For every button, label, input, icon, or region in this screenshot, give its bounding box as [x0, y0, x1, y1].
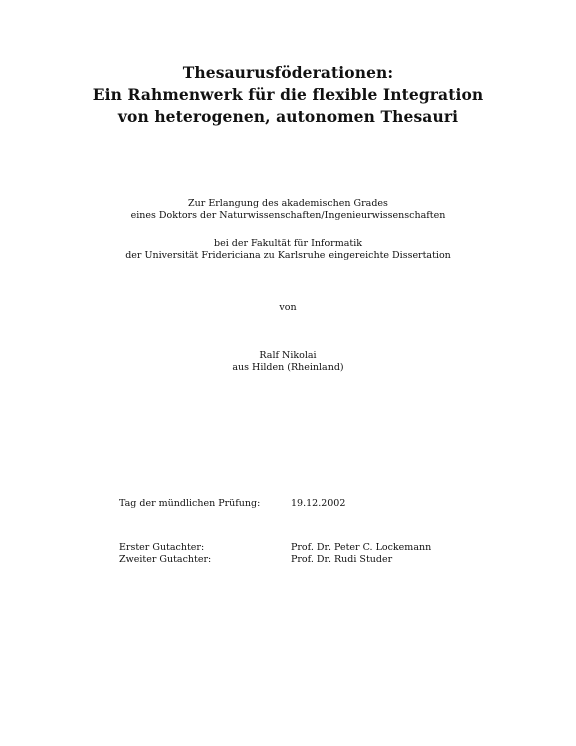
reviewer-label: Zweiter Gutachter:	[119, 554, 212, 565]
faculty-line: bei der Fakultät für Informatik	[214, 238, 362, 249]
faculty-line: der Universität Fridericiana zu Karlsruhe eingereichte Dissertation	[125, 250, 451, 261]
title-line: von heterogenen, autonomen Thesauri	[117, 107, 459, 126]
reviewer-name: Prof. Dr. Peter C. Lockemann	[291, 542, 432, 553]
author-block	[0, 350, 576, 374]
reviewer-name: Prof. Dr. Rudi Studer	[291, 554, 393, 565]
degree-line: eines Doktors der Naturwissenschaften/Ingenieurwissenschaften	[130, 210, 446, 221]
reviewer-row	[119, 554, 392, 566]
by-label: von	[279, 302, 297, 313]
title-line: Thesaurusföderationen:	[182, 63, 394, 82]
title-line: Ein Rahmenwerk für die flexible Integration	[92, 85, 484, 104]
degree-statement	[0, 198, 576, 222]
faculty-statement	[0, 238, 576, 262]
reviewer-label: Erster Gutachter:	[119, 542, 205, 553]
exam-date-value: 19.12.2002	[291, 498, 346, 509]
author-origin: aus Hilden (Rheinland)	[232, 362, 344, 373]
thesis-title	[0, 62, 576, 128]
exam-date-row	[119, 498, 345, 510]
degree-line: Zur Erlangung des akademischen Grades	[188, 198, 388, 209]
author-name: Ralf Nikolai	[259, 350, 317, 361]
exam-date-label: Tag der mündlichen Prüfung:	[119, 498, 261, 509]
reviewer-row	[119, 542, 431, 554]
